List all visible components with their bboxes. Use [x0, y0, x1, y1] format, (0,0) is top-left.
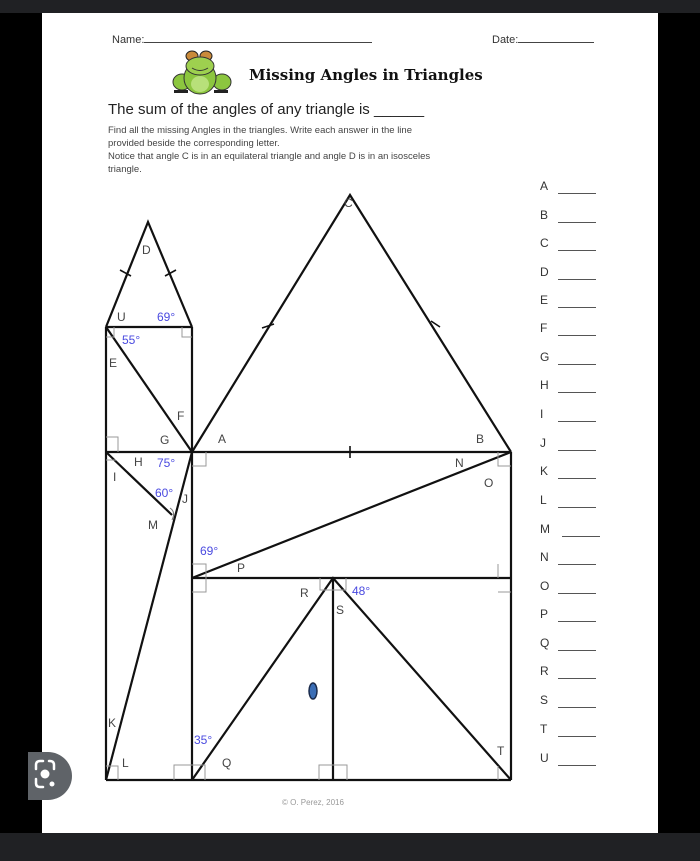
answer-letter: Q [540, 636, 550, 650]
answer-letter: L [540, 493, 547, 507]
label-j: J [182, 492, 188, 506]
given-angle-h-right: 75° [157, 456, 176, 470]
notice-line: triangle. [108, 164, 142, 175]
label-p: P [237, 561, 246, 575]
answer-row-f [540, 321, 547, 335]
answer-row-k [540, 464, 548, 478]
answer-blank [558, 278, 596, 280]
label-f: F [177, 409, 185, 423]
answer-row-j [540, 436, 546, 450]
answer-row-c [540, 236, 549, 250]
answer-letter: C [540, 236, 549, 250]
label-u: U [117, 310, 126, 324]
label-s: S [336, 603, 345, 617]
answer-row-p [540, 607, 548, 621]
answer-blank [558, 477, 596, 479]
label-l: L [122, 756, 129, 770]
instructions-line: provided beside the corresponding letter. [108, 138, 280, 149]
label-k: K [108, 716, 117, 730]
copyright: © O. Perez, 2016 [282, 798, 344, 807]
answer-row-l [540, 493, 547, 507]
answer-blank [558, 249, 596, 251]
label-o: O [484, 476, 494, 490]
answer-letter: I [540, 407, 544, 421]
answer-blank [558, 735, 596, 737]
answer-letter: T [540, 722, 548, 736]
answer-blank [558, 563, 596, 565]
label-e: E [109, 356, 118, 370]
answer-letter: A [540, 179, 549, 193]
answer-blank [558, 363, 596, 365]
given-angle-u-right: 69° [157, 310, 176, 324]
answer-row-u [540, 751, 549, 765]
worksheet-title: Missing Angles in Triangles [249, 66, 483, 84]
label-a: A [218, 432, 227, 446]
name-label: Name: [112, 34, 145, 46]
answer-row-n [540, 550, 549, 564]
bottom-bar [0, 833, 700, 861]
answer-blank [558, 334, 596, 336]
answer-blank [558, 764, 596, 766]
instructions-line: Find all the missing Angles in the triangles. Write each answer in the line [108, 125, 412, 136]
given-angle-p-left: 69° [200, 544, 219, 558]
answer-row-h [540, 378, 549, 392]
answer-letter: B [540, 208, 549, 222]
answer-blank [558, 677, 596, 679]
answer-letter: P [540, 607, 549, 621]
given-angle-m-top: 60° [155, 486, 174, 500]
sum-prompt: The sum of the angles of any triangle is ______ [108, 101, 425, 118]
answer-row-q [540, 636, 549, 650]
label-h: H [134, 455, 143, 469]
notice-line: Notice that angle C is in an equilateral triangle and angle D is in an isosceles [108, 151, 431, 162]
answer-row-i [540, 407, 543, 421]
answer-blank [558, 620, 596, 622]
answer-row-b [540, 208, 548, 222]
label-b: B [476, 432, 485, 446]
label-t: T [497, 744, 505, 758]
answer-blank [558, 506, 596, 508]
given-angle-e-top: 55° [122, 333, 141, 347]
answer-row-r [540, 664, 549, 678]
answer-row-g [540, 350, 549, 364]
answer-blank [558, 391, 596, 393]
answer-blank [562, 535, 600, 537]
answer-row-a [540, 179, 548, 193]
answer-blank [558, 306, 596, 308]
answer-letter: R [540, 664, 549, 678]
answer-letter: J [540, 436, 546, 450]
answer-letter: F [540, 321, 548, 335]
answer-row-m [540, 522, 550, 536]
answer-blank [558, 706, 596, 708]
answer-letter: E [540, 293, 549, 307]
given-angle-q-left: 35° [194, 733, 213, 747]
label-m: M [148, 518, 158, 532]
label-d: D [142, 243, 151, 257]
answer-letter: K [540, 464, 549, 478]
answer-letter: M [540, 522, 550, 536]
answer-letter: N [540, 550, 549, 564]
answer-blank [558, 192, 596, 194]
label-c: C [344, 196, 353, 210]
answer-blank [558, 449, 596, 451]
label-g: G [160, 433, 170, 447]
answer-row-s [540, 693, 548, 707]
answer-row-d [540, 265, 549, 279]
answer-letter: H [540, 378, 549, 392]
answer-blank [558, 221, 596, 223]
date-label: Date: [492, 34, 519, 46]
answer-row-t [540, 722, 547, 736]
label-i: I [113, 470, 117, 484]
answer-letter: U [540, 751, 549, 765]
label-r: R [300, 586, 309, 600]
answer-row-o [540, 579, 549, 593]
answer-letter: G [540, 350, 550, 364]
answer-blank [558, 649, 596, 651]
given-angle-s-right: 48° [352, 584, 371, 598]
answer-blank [558, 420, 596, 422]
answer-blank [558, 592, 596, 594]
answer-letter: O [540, 579, 550, 593]
answer-row-e [540, 293, 548, 307]
label-n: N [455, 456, 464, 470]
google-lens-icon[interactable] [30, 755, 60, 795]
answer-letter: D [540, 265, 549, 279]
answer-letter: S [540, 693, 549, 707]
label-q: Q [222, 756, 232, 770]
